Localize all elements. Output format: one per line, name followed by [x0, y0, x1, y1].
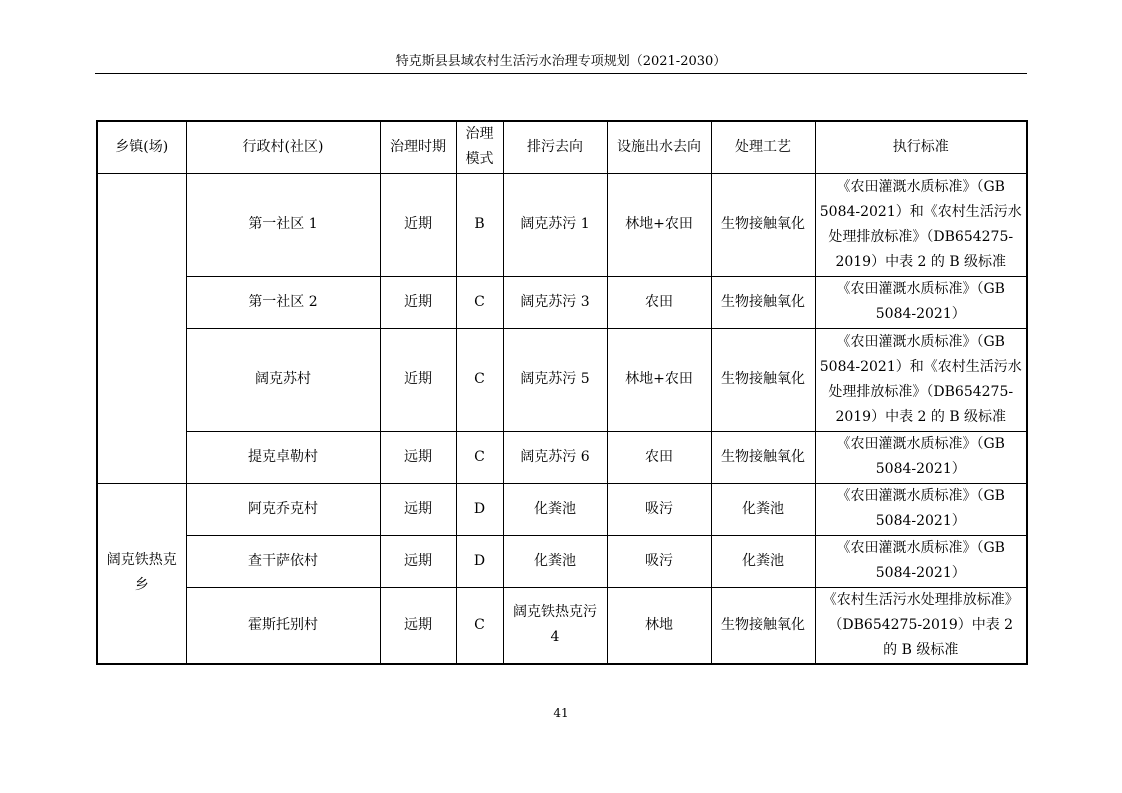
process-cell: 生物接触氧化	[711, 587, 815, 664]
standard-cell: 《农田灌溉水质标准》（GB 5084-2021）和《农村生活污水处理排放标准》（DB654275-2019）中表 2 的 B 级标准	[815, 328, 1027, 431]
table-row	[97, 431, 1027, 483]
village-cell: 阿克乔克村	[186, 483, 380, 535]
page-number: 41	[553, 706, 569, 720]
table-row	[97, 483, 1027, 535]
table-header-row	[97, 121, 1027, 173]
mode-cell: B	[456, 173, 503, 276]
outlet-cell: 林地+农田	[607, 328, 711, 431]
col-header-standard: 执行标准	[815, 121, 1027, 173]
standard-cell: 《农田灌溉水质标准》（GB 5084-2021）和《农村生活污水处理排放标准》（DB654275-2019）中表 2 的 B 级标准	[815, 173, 1027, 276]
mode-cell: C	[456, 328, 503, 431]
period-cell: 远期	[380, 535, 456, 587]
outlet-cell: 农田	[607, 276, 711, 328]
col-header-period: 治理时期	[380, 121, 456, 173]
period-cell: 近期	[380, 276, 456, 328]
discharge-cell: 化粪池	[503, 535, 607, 587]
town-cell: 阔克铁热克乡	[97, 483, 186, 664]
col-header-mode: 治理模式	[456, 121, 503, 173]
process-cell: 生物接触氧化	[711, 276, 815, 328]
discharge-cell: 阔克苏污 6	[503, 431, 607, 483]
table-row	[97, 535, 1027, 587]
discharge-cell: 阔克铁热克污 4	[503, 587, 607, 664]
mode-cell: D	[456, 535, 503, 587]
col-header-process: 处理工艺	[711, 121, 815, 173]
period-cell: 远期	[380, 587, 456, 664]
mode-cell: D	[456, 483, 503, 535]
col-header-village: 行政村(社区)	[186, 121, 380, 173]
discharge-cell: 化粪池	[503, 483, 607, 535]
outlet-cell: 农田	[607, 431, 711, 483]
period-cell: 近期	[380, 173, 456, 276]
header-rule	[95, 73, 1027, 74]
mode-cell: C	[456, 276, 503, 328]
process-cell: 生物接触氧化	[711, 173, 815, 276]
process-cell: 化粪池	[711, 483, 815, 535]
col-header-discharge: 排污去向	[503, 121, 607, 173]
table-row	[97, 276, 1027, 328]
standard-cell: 《农田灌溉水质标准》（GB 5084-2021）	[815, 535, 1027, 587]
col-header-outlet: 设施出水去向	[607, 121, 711, 173]
col-header-town: 乡镇(场)	[97, 121, 186, 173]
sewage-plan-table	[96, 120, 1028, 665]
village-cell: 第一社区 2	[186, 276, 380, 328]
period-cell: 远期	[380, 483, 456, 535]
period-cell: 远期	[380, 431, 456, 483]
table-row	[97, 173, 1027, 276]
table-row	[97, 587, 1027, 664]
discharge-cell: 阔克苏污 3	[503, 276, 607, 328]
standard-cell: 《农田灌溉水质标准》（GB 5084-2021）	[815, 276, 1027, 328]
mode-cell: C	[456, 587, 503, 664]
discharge-cell: 阔克苏污 1	[503, 173, 607, 276]
outlet-cell: 林地+农田	[607, 173, 711, 276]
standard-cell: 《农田灌溉水质标准》（GB 5084-2021）	[815, 483, 1027, 535]
process-cell: 生物接触氧化	[711, 328, 815, 431]
village-cell: 第一社区 1	[186, 173, 380, 276]
process-cell: 化粪池	[711, 535, 815, 587]
page-header: 特克斯县县域农村生活污水治理专项规划（2021-2030）	[395, 54, 727, 69]
town-cell	[97, 173, 186, 483]
process-cell: 生物接触氧化	[711, 431, 815, 483]
village-cell: 查干萨依村	[186, 535, 380, 587]
village-cell: 阔克苏村	[186, 328, 380, 431]
discharge-cell: 阔克苏污 5	[503, 328, 607, 431]
village-cell: 霍斯托别村	[186, 587, 380, 664]
mode-cell: C	[456, 431, 503, 483]
village-cell: 提克卓勒村	[186, 431, 380, 483]
outlet-cell: 林地	[607, 587, 711, 664]
standard-cell: 《农田灌溉水质标准》（GB 5084-2021）	[815, 431, 1027, 483]
outlet-cell: 吸污	[607, 535, 711, 587]
standard-cell: 《农村生活污水处理排放标准》（DB654275-2019）中表 2 的 B 级标准	[815, 587, 1027, 664]
outlet-cell: 吸污	[607, 483, 711, 535]
table-row	[97, 328, 1027, 431]
period-cell: 近期	[380, 328, 456, 431]
